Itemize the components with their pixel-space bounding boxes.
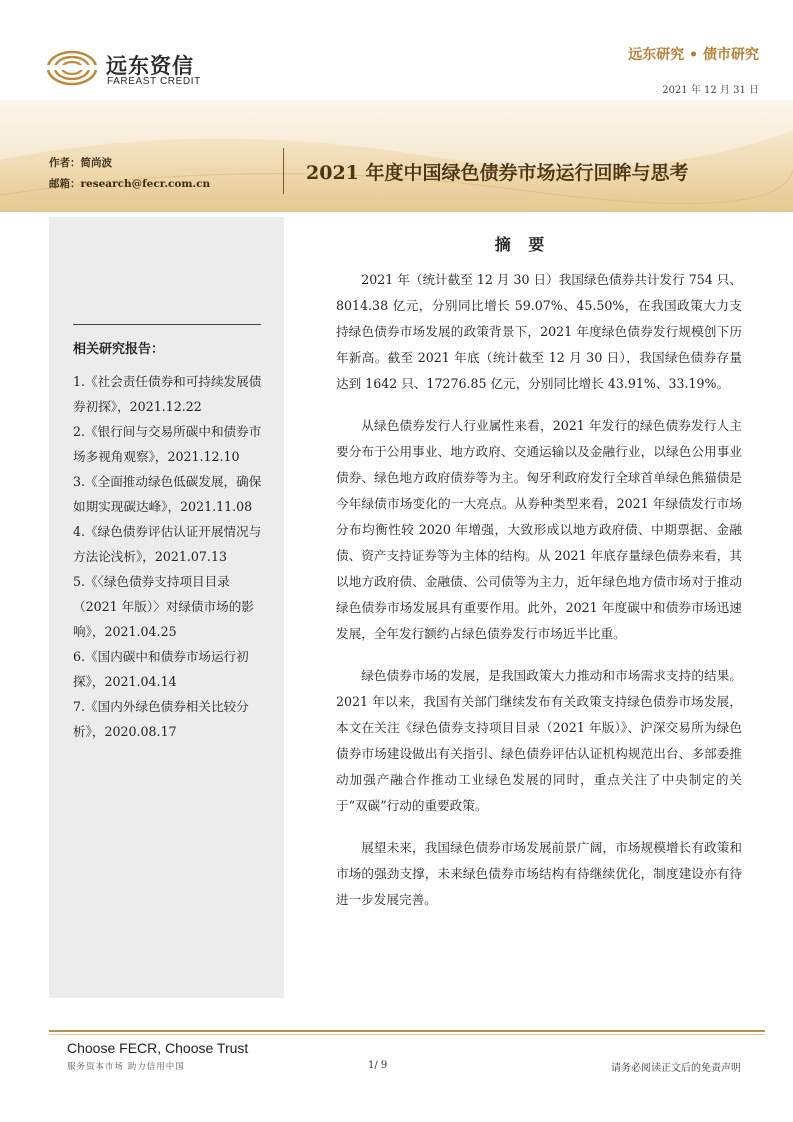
summary-paragraph: 从绿色债券发行人行业属性来看，2021 年发行的绿色债券发行人主要分布于公用事业、地方政府、交通运输以及金融行业，以绿色公用事业债券、绿色地方政府债券等为主。匈牙利政府发行全球首单绿色熊猫债是今年绿债市场变化的一大亮点。从券种类型来看，2021 年绿债发行市场分布均衡性较 2020 年增强，大致形成以地方政府债、中期票据、金融债、资产支持证券等为主体的结构。从 2021 年底存量绿色债券来看，其以地方政府债、金融债、公司债等为主力，近年绿色地方债市场对于推动绿色债券市场发展具有重要作用。此外，2021 年度碳中和债券市场迅速发展，全年发行额约占绿色债券发行市场近半比重。 (336, 418, 742, 641)
footer-slogan: Choose FECR, Choose Trust (67, 1040, 249, 1056)
footer-rule-thin (49, 1034, 765, 1035)
summary-paragraph: 展望未来，我国绿色债券市场发展前景广阔，市场规模增长有政策和市场的强劲支撑，未来绿色债券市场结构有待继续优化，制度建设亦有待进一步发展完善。 (336, 840, 742, 907)
summary-heading-row (0, 232, 793, 255)
summary-body (336, 267, 742, 929)
related-report-item[interactable]: 3.《全面推动绿色低碳发展，确保如期实现碳达峰》，2021.11.08 (73, 474, 262, 514)
author: 作者：简尚波 (49, 157, 112, 169)
related-report-item[interactable]: 2.《银行间与交易所碳中和债券市场多视角观察》，2021.12.10 (73, 424, 262, 464)
report-title: 2021 年度中国绿色债券市场运行回眸与思考 (306, 162, 689, 184)
related-report-item[interactable]: 1.《社会责任债券和可持续发展债券初探》，2021.12.22 (73, 374, 262, 414)
brand-name-cn: 远东资信 (106, 54, 194, 78)
sidebar-rule (73, 324, 261, 325)
related-report-item[interactable]: 7.《国内外绿色债券相关比较分析》，2020.08.17 (73, 699, 249, 739)
disclaimer-note: 请务必阅读正文后的免责声明 (611, 1063, 741, 1074)
related-report-item[interactable]: 4.《绿色债券评估认证开展情况与方法论浅析》，2021.07.13 (73, 524, 262, 564)
brand-name-en: FAREAST CREDIT (107, 76, 201, 87)
page-number: 1/ 9 (368, 1060, 388, 1071)
related-reports-heading: 相关研究报告： (73, 342, 165, 357)
footer-sub-slogan: 服务资本市场 助力信用中国 (67, 1062, 185, 1072)
related-reports-list (73, 369, 263, 744)
fareast-logo-icon (46, 50, 98, 86)
related-report-item[interactable]: 5.《〈绿色债券支持项目目录（2021 年版）〉对绿债市场的影响》，2021.04.25 (73, 574, 254, 639)
band-decoration (0, 100, 793, 212)
band-divider (283, 148, 284, 194)
report-date: 2021 年 12 月 31 日 (662, 85, 759, 96)
summary-heading: 摘 要 (494, 235, 551, 254)
author-email: 邮箱：research@fecr.com.cn (49, 178, 211, 190)
summary-paragraph: 绿色债券市场的发展，是我国政策大力推动和市场需求支持的结果。2021 年以来，我国有关部门继续发布有关政策支持绿色债券市场发展，本文在关注《绿色债券支持项目目录（2021 年版）》、沪深交易所为绿色债券市场建设做出有关指引、绿色债券评估认证机构规范出台、多部委推动加强产融合作推动工业绿色发展的同时，重点关注了中央制定的关于“双碳”行动的重要政策。 (336, 668, 742, 813)
title-band (0, 100, 793, 212)
related-report-item[interactable]: 6.《国内碳中和债券市场运行初探》，2021.04.14 (73, 649, 249, 689)
report-series: 远东研究 • 债市研究 (628, 47, 759, 63)
summary-paragraph: 2021 年（统计截至 12 月 30 日）我国绿色债券共计发行 754 只、8014.38 亿元，分别同比增长 59.07%、45.50%，在我国政策大力支持绿色债券市场发展的政策背景下，2021 年度绿色债券发行规模创下历年新高。截至 2021 年底（统计截至 12 月 30 日），我国绿色债券存量达到 1642 只、17276.85 亿元，分别同比增长 43.91%、33.19%。 (336, 272, 742, 391)
footer-rule (49, 1030, 765, 1032)
